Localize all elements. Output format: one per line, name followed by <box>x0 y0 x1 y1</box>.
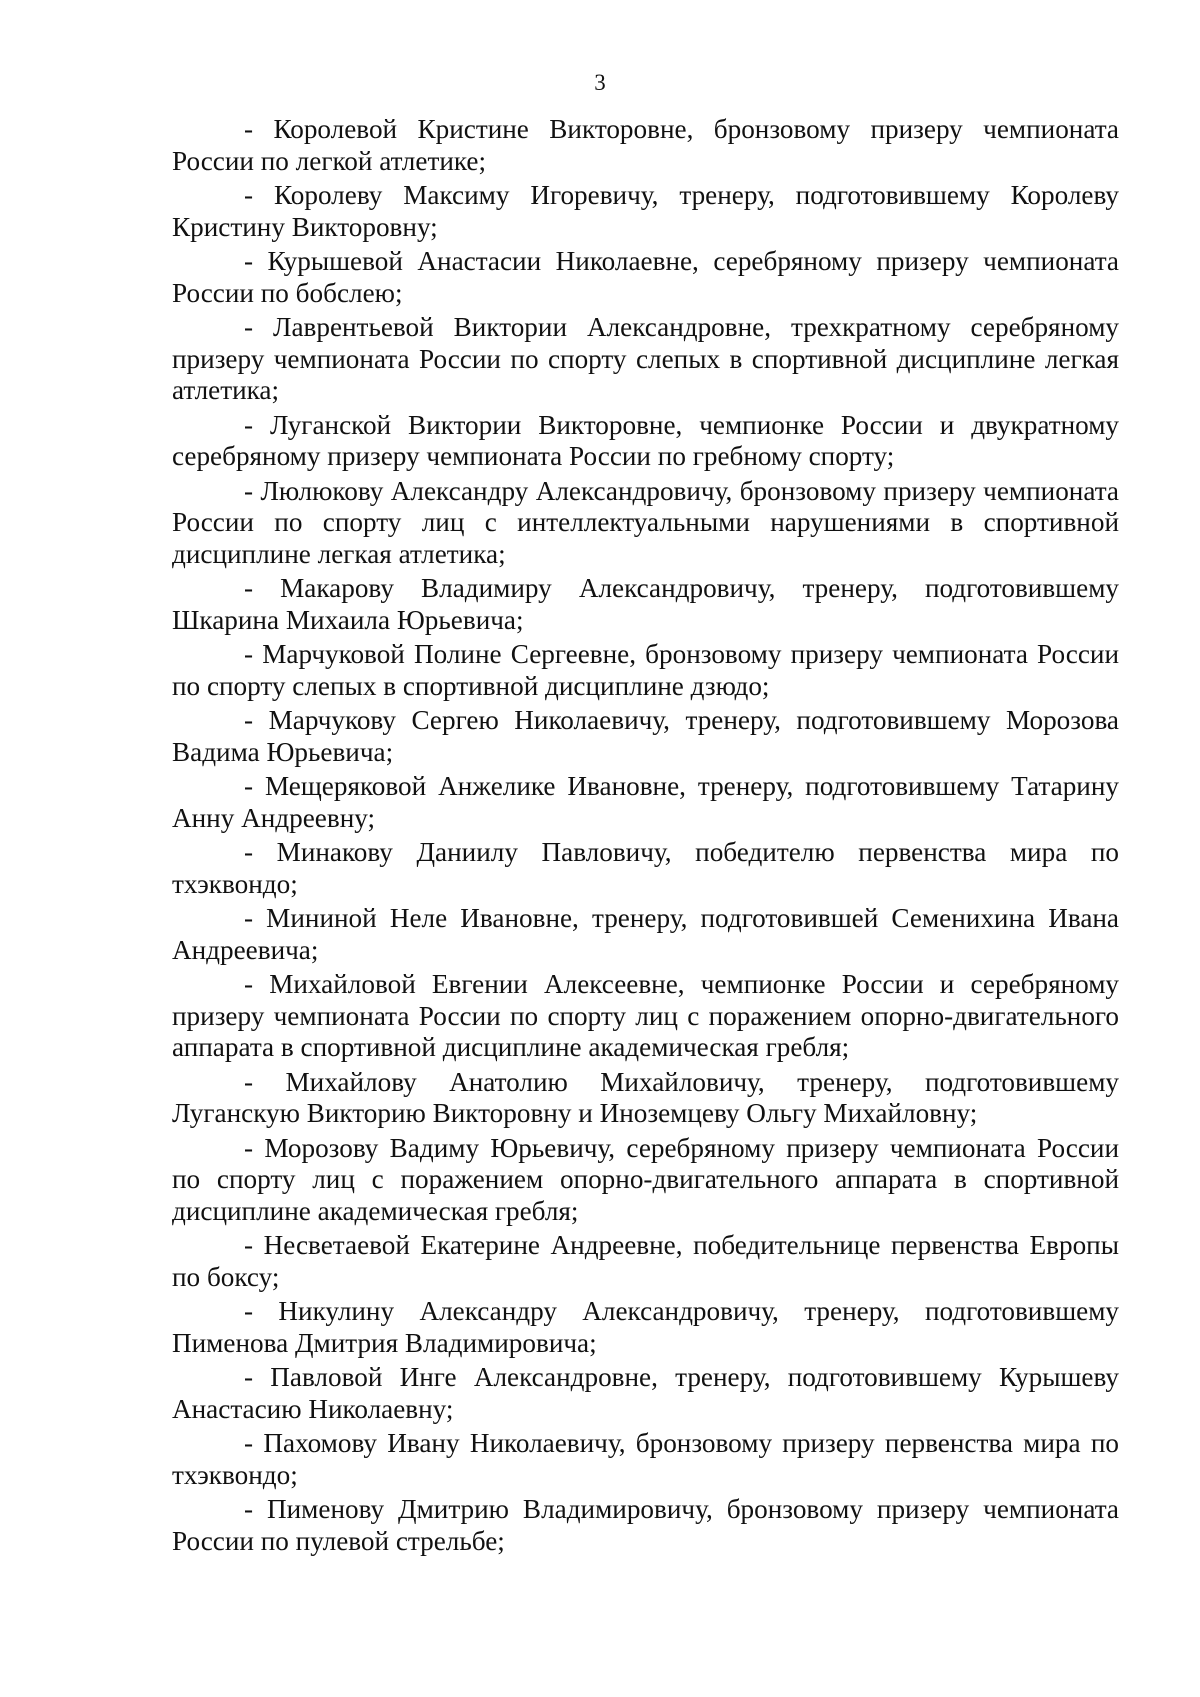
award-list-item: - Королеву Максиму Игоревичу, тренеру, подготовившему Королеву Кристину Викторовну; <box>172 180 1119 242</box>
award-list-item: - Марчуковой Полине Сергеевне, бронзовому призеру чемпионата России по спорту слепых в спортивной дисциплине дзюдо; <box>172 639 1119 701</box>
award-list-item: - Луганской Виктории Викторовне, чемпионке России и двукратному серебряному призеру чемпионата России по гребному спорту; <box>172 409 1119 471</box>
award-list-item: - Пименову Дмитрию Владимировичу, бронзовому призеру чемпионата России по пулевой стрельбе; <box>172 1494 1119 1556</box>
award-list-item: - Макарову Владимиру Александровичу, тренеру, подготовившему Шкарина Михаила Юрьевича; <box>172 573 1119 635</box>
award-list-item: - Минакову Даниилу Павловичу, победителю первенства мира по тхэквондо; <box>172 837 1119 899</box>
award-list-item: - Павловой Инге Александровне, тренеру, подготовившему Курышеву Анастасию Николаевну; <box>172 1362 1119 1424</box>
award-list-item: - Михайловой Евгении Алексеевне, чемпионке России и серебряному призеру чемпионата России по спорту лиц с поражением опорно-двигательного аппарата в спортивной дисциплине академическая гребля; <box>172 969 1119 1062</box>
award-list-item: - Королевой Кристине Викторовне, бронзовому призеру чемпионата России по легкой атлетике; <box>172 114 1119 176</box>
award-list-item: - Никулину Александру Александровичу, тренеру, подготовившему Пименова Дмитрия Владимировича; <box>172 1296 1119 1358</box>
award-list-item: - Люлюкову Александру Александровичу, бронзовому призеру чемпионата России по спорту лиц с интеллектуальными нарушениями в спортивной дисциплине легкая атлетика; <box>172 475 1119 569</box>
award-list-item: - Пахомову Ивану Николаевичу, бронзовому призеру первенства мира по тхэквондо; <box>172 1428 1119 1490</box>
award-list-item: - Несветаевой Екатерине Андреевне, победительнице первенства Европы по боксу; <box>172 1230 1119 1292</box>
award-list-item: - Морозову Вадиму Юрьевичу, серебряному призеру чемпионата России по спорту лиц с поражением опорно-двигательного аппарата в спортивной дисциплине академическая гребля; <box>172 1132 1119 1226</box>
document-body <box>172 114 1119 1560</box>
award-list-item: - Михайлову Анатолию Михайловичу, тренеру, подготовившему Луганскую Викторию Викторовну и Иноземцеву Ольгу Михайловну; <box>172 1066 1119 1128</box>
award-list-item: - Марчукову Сергею Николаевичу, тренеру, подготовившему Морозова Вадима Юрьевича; <box>172 705 1119 767</box>
award-list-item: - Мининой Неле Ивановне, тренеру, подготовившей Семенихина Ивана Андреевича; <box>172 903 1119 965</box>
award-list-item: - Лаврентьевой Виктории Александровне, трехкратному серебряному призеру чемпионата России по спорту слепых в спортивной дисциплине легкая атлетика; <box>172 312 1119 405</box>
award-list-item: - Мещеряковой Анжелике Ивановне, тренеру, подготовившему Татарину Анну Андреевну; <box>172 771 1119 833</box>
award-list-item: - Курышевой Анастасии Николаевне, серебряному призеру чемпионата России по бобслею; <box>172 246 1119 308</box>
page-number: 3 <box>594 70 606 95</box>
